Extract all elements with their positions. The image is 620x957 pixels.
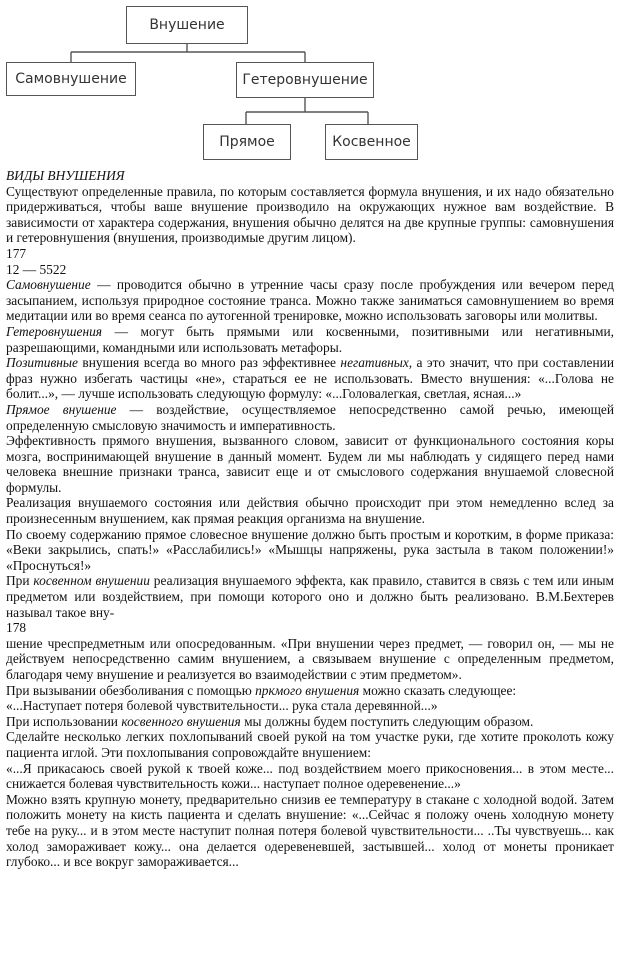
diagram-node-root: Внушение [126,6,248,44]
paragraph-direct-suggestion: Прямое внушение — воздействие, осуществляемое непосредственно самой речью, имеющей определенную смысловую значимость и императивность. [6,401,614,433]
diagram-node-indirect: Косвенное [325,124,418,160]
paragraph-effectiveness: Эффективность прямого внушения, вызванного словом, зависит от функционального состояния коры мозга, воспринимающей внушение в данный момент. Будем ли мы наблюдать у сидящего перед нами человека внешние признаки транса, зависит еще и от смыслового содержания внушаемой словесной формулы. [6,433,614,495]
page-number: 178 [6,620,27,636]
paragraph-realization: Реализация внушаемого состояния или действия обычно происходит при этом немедленно вслед за произнесенным внушением, как прямая реакция организма на внушение. [6,495,614,527]
paragraph-commands: По своему содержанию прямое словесное внушение должно быть простым и коротким, в форме приказа: «Веки закрылись, спать!» «Расслабились!» «Мышцы напряжены, рука застыла в таком положении!» «Проснуться!» [6,526,614,573]
paragraph-hetero-suggestion: Гетеровнушения — могут быть прямыми или косвенными, позитивными или негативными, разрешающими, командными или использовать метафоры. [6,323,614,355]
paragraph-patting: Сделайте несколько легких похлопываний своей рукой на том участке руки, где хотите проколоть кожу пациента иглой. Эти похлопывания сопровождайте внушением: [6,729,614,760]
diagram-node-direct: Прямое [203,124,291,160]
paragraph-bekhterev-quote: шение чреспредметным или опосредованным. «При внушении через предмет, — говорил он, — мы не действуем непосредственно самим внушением, а связываем внушение с определенным предметом, благодаря чему внушение и реализуется во взаимодействии с этим предметом». [6,635,614,682]
paragraph-quote-touch: «...Я прикасаюсь своей рукой к твоей коже... под воздействием моего прикосновения... в этом месте... снижается болевая чувствительность кожи... наступает полное одеревенение...» [6,760,614,792]
paragraph-analgesia: При вызывании обезболивания с помощью пркмого внушения можно сказать следующее: [6,682,517,698]
paragraph-intro: Существуют определенные правила, по которым составляется формула внушения, и их надо обязательно придерживаться, чтобы ваше внушение производило на окружающих нужное вам воздействие. В зависимости от характера содержания, внушения обычно делятся на две крупные группы: самовнушения и гетеровнушения (внушения, производимые другим лицом). [6,183,614,246]
page-number: 177 [6,245,27,261]
suggestion-types-diagram [0,0,620,165]
paragraph-indirect-suggestion: При косвенном внушении реализация внушаемого эффекта, как правило, ставится в связь с тем или иным предметом или воздействием, при помощи которого оно и должно быть реализовано. В.М.Бехтерев называл такое вну- [6,573,615,620]
section-heading: ВИДЫ ВНУШЕНИЯ [6,168,125,183]
paragraph-self-suggestion: Самовнушение — проводится обычно в утренние часы сразу после пробуждения или вечером перед засыпанием, используя природное состояние транса. Можно также заниматься самовнушением во время медитации или во время сеанса по аутогенной тренировке, можно использовать заговоры или молитвы. [6,277,614,324]
paragraph-positive: Позитивные внушения всегда во много раз эффективнее негативных, а это значит, что при составлении фраз нужно избегать частицы «не», стараться ее не использовать. Вместо внушения: «...Голова не болит...», — лучше использовать следующую формулу: «...Головалегкая, светлая, ясная...» [6,355,614,402]
paragraph-quote-numbness: «...Наступает потеря болевой чувствительности... рука стала деревянной...» [6,698,438,714]
paragraph-coin: Можно взять крупную монету, предварительно снизив ее температуру в стакане с холодной водой. Затем положить монету на кисть пациента и сделать внушение: «...Сейчас я положу очень холодную монету тебе на руку... и в этом месте наступит полная потеря болевой чувствительности... ..Ты чувствуешь... как холод замораживает кожу... она делается одеревеневшей, застывшей... холод от монеты проникает глубоко... и все вокруг замораживается... [6,791,614,870]
print-signature: 12 — 5522 [6,261,67,277]
diagram-node-self-suggestion: Самовнушение [6,62,136,96]
paragraph-indirect-use: При использовании косвенного внушения мы должны будем поступить следующим образом. [6,713,534,729]
document-body [6,168,614,870]
diagram-node-hetero-suggestion: Гетеровнушение [236,62,374,98]
